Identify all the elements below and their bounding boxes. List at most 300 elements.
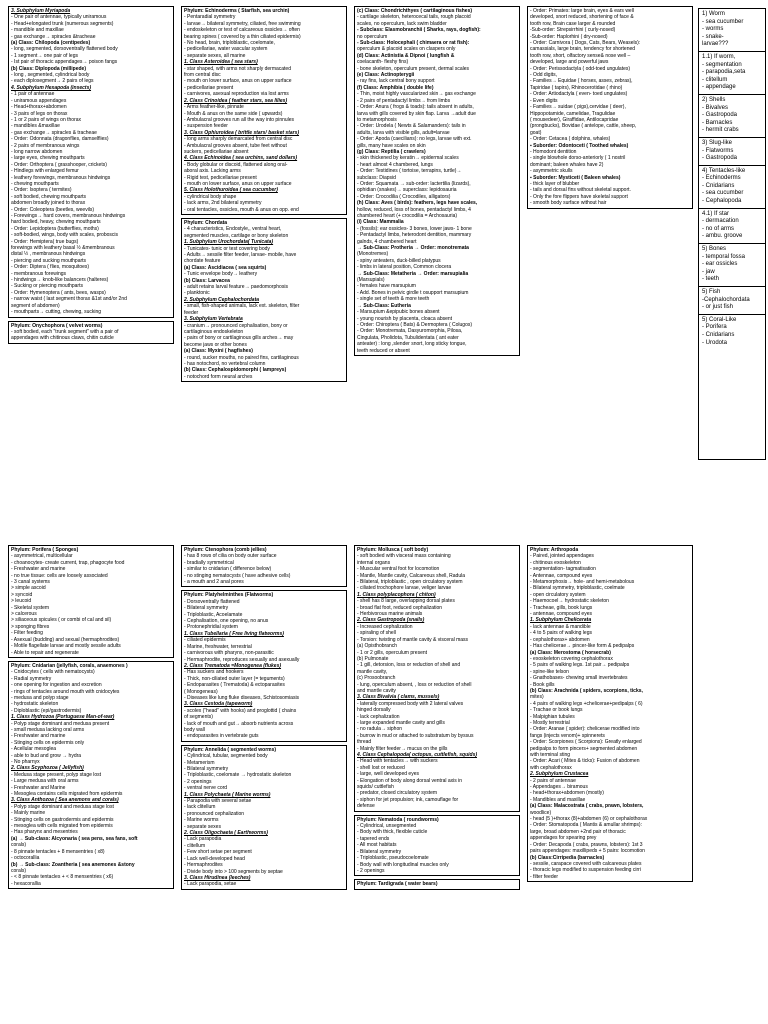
note-line: - Mantle, Mantle cavity, Calcareous shell, Radula	[357, 572, 466, 579]
phylum-title: Phylum: Cnidarian (jellyfish, corals, anaemones )	[11, 662, 128, 669]
note-line: - Filter feeding	[11, 630, 43, 637]
note-line: - Cephalisation, one opening, no anus	[184, 618, 269, 625]
key-group	[699, 209, 765, 244]
note-line: Cingulata, Pholidota, Tubulidentata ( ant eater	[357, 334, 459, 341]
phylum-title: Phylum: Annelida ( segmented worms)	[184, 746, 277, 753]
note-line: - membranous forewings	[11, 270, 67, 277]
note-line: - bone skeleton, operculum present, dermal scales	[357, 65, 470, 72]
note-line: - lack cephalization	[357, 713, 400, 720]
key-line: - Barnacles	[702, 119, 733, 126]
key-line: -Cephalochordata	[702, 296, 750, 303]
note-line: - leathery forewings, membranous hindwings	[11, 174, 111, 181]
note-line: - mouth on lower surface, anus on upper surface	[184, 180, 292, 187]
note-line: - endoparasites in vertebrate guts	[184, 733, 259, 740]
note-line: hard bodied, heavy, chewing mouthparts	[11, 219, 101, 226]
note-line: - Odd digits,	[530, 72, 557, 79]
note-line: (b) Class:Cirripedia (barnacles)	[530, 854, 605, 861]
note-line: - Elongation of body along dorsal ventral axis in	[357, 777, 463, 784]
note-line: - carnivores, asexual reproduction via lost arms	[184, 91, 289, 98]
note-line: - Order: Artiodactyla ( even- toed ungulates)	[530, 91, 628, 98]
note-line: - No head, brain, triploblastic, coelomate,	[184, 40, 275, 47]
note-line: - Diseases like lung fluke diseases, Schistosomiasis	[184, 694, 300, 701]
note-line: 3. Class Anthozoa ( Sea anemons and corals)	[11, 797, 119, 804]
note-line: - Haemocoel→ hydrostatic skeleton	[530, 598, 609, 605]
note-line: ▪ Suborder: Odontoceti ( Toothed whales)	[530, 142, 629, 149]
note-line: - Acellular mesoglea	[11, 746, 57, 753]
note-line: coelacanth- fleshy fins)	[357, 59, 409, 66]
top-column-4	[525, 6, 695, 532]
notes-box	[527, 6, 693, 209]
note-line: - Add. Bones in pelvic girdle t osupport marsupium	[357, 289, 469, 296]
note-line: - open circulatory system	[530, 591, 586, 598]
note-line: - Head+elongated trunk (numerous segments)	[11, 20, 114, 27]
note-line: (b) Class: Larvacea	[184, 277, 230, 284]
note-line: - Has chelicerae→ pincer-like form & pedipalps	[530, 643, 635, 650]
bottom-column-3	[352, 545, 522, 1024]
note-line: - Endoparasites ( Trematoda) & ectoparasites	[184, 682, 285, 689]
note-line: - Only the fore flippers have skeletal support	[530, 193, 628, 200]
note-line: - cephalothorax+ abdomen	[530, 636, 590, 643]
note-line: - choanocytes- create current, trap, phagocyte food	[11, 559, 125, 566]
note-line: - lack arms, 2nd bilateral symmetry	[184, 200, 262, 207]
note-line: - Diploblastic (epi/gastrodermis)	[11, 707, 82, 714]
note-line: defense	[357, 803, 375, 810]
notes-box	[354, 879, 520, 889]
note-line: - burrow in mud or attached to substratum by byssus	[357, 732, 474, 739]
note-line: bearing spines ( covered by a thin ciliated epidermis)	[184, 33, 301, 40]
notes-box	[181, 745, 347, 890]
note-line: body wall	[184, 726, 205, 733]
note-line: appendages for spearing prey	[530, 835, 597, 842]
note-line: become jaws or other bones	[184, 341, 247, 348]
note-line: - Order: Stomatopoda ( Mantis & amullar shrimps):	[530, 822, 642, 829]
note-line: - Lack well-developed head	[184, 855, 245, 862]
key-line: 4) Tentacles-like	[702, 167, 746, 174]
note-line: hinged dorsally	[357, 707, 391, 714]
note-line: - heart almost 4 chambered, lungs	[357, 161, 433, 168]
key-line: - Flatworms	[702, 147, 734, 154]
note-line: - Mainly marine	[11, 810, 46, 817]
note-line: → Sub-Class: Metatheria → Order: marsupialia	[357, 270, 469, 277]
note-line: (Monotremes)	[357, 251, 389, 258]
key-line: 1) Worm	[702, 11, 725, 17]
note-line: - Cnidocytes ( cells with nematocysts)	[11, 669, 95, 676]
note-line: - Has suckers and hookers	[184, 669, 244, 676]
note-line: - laterally compressed body with 2 lateral valves	[357, 700, 464, 707]
notes-box	[527, 545, 693, 882]
notes-box	[354, 6, 520, 356]
note-line: - 2 pairs of membranous wings	[11, 142, 80, 149]
key-group	[699, 315, 765, 349]
note-line: - Ambulacral grooves run all the way into pinnules	[184, 116, 295, 123]
key-group	[699, 52, 765, 95]
note-line: forewings with leathery basal ½ &membranous	[11, 245, 115, 252]
notes-box	[181, 6, 347, 215]
note-line: - rings of tentacles around mouth with cnidocytes	[11, 688, 120, 695]
note-line: - ray fins, lack central bony support	[357, 78, 435, 85]
note-line: - broad flat foot, reduced cephalization	[357, 604, 443, 611]
note-line: woodlice)	[530, 809, 552, 816]
phylum-title: Phylum: Arthropoda	[530, 547, 579, 553]
key-line: - sea cucumber	[702, 190, 744, 197]
note-line: (c) Prosoobranch	[357, 675, 396, 682]
note-line: - Hindlegs with enlarged femur	[11, 168, 79, 175]
note-line: with cephalothorax	[530, 764, 572, 771]
note-line: - pedicellariae, water vascular system	[184, 46, 268, 53]
note-line: - Body globular or discoid, flattened along oral-	[184, 161, 288, 168]
phylum-title: Phylum: Tardigrada ( water bears)	[357, 881, 438, 888]
note-line: 4. Subphylum Hexapoda (insects)	[11, 84, 92, 91]
note-line: - exoskeleton covering cephalothorax	[530, 655, 613, 662]
note-line: - All most habitats	[357, 842, 397, 849]
note-line: - Gnathobases- chewing small invertebrates	[530, 675, 628, 682]
note-line: (b) → Sub-class: Zoantheria ( sea anemones &stony	[11, 861, 135, 868]
note-line: - Bilateral, triploblastic , open circulatory system	[357, 579, 463, 586]
note-line: (b) Pulmonate	[357, 655, 389, 662]
note-line: - ciliated epidermis	[184, 637, 226, 644]
note-line: - mesoglea with cells migrated from epidermis	[11, 823, 113, 830]
note-line: - Triploblastic, Acoelamate	[184, 611, 243, 618]
note-line: - has 8 rows of cilia on body outer surface	[184, 553, 277, 560]
note-line: - One pair of antennae, typically uniramous	[11, 14, 107, 21]
note-line: -Sub-order: Haplorhini ( dry-nosed)	[530, 33, 608, 40]
note-line: 3. Class Hirudinea (leeches)	[184, 874, 251, 881]
note-line: - Body wall with longitudinal muscles only	[357, 861, 449, 868]
note-line: - Thick, non-ciliated outer layer (= teguments)	[184, 675, 285, 682]
note-line: → Sub-Class: Eutheria	[357, 302, 411, 309]
note-line: - Order: Carnivora ( Dogs, Cats, Bears, Weasels):	[530, 40, 641, 47]
note-line: - Torsion: twisting of mantle cavity & visceral mass	[357, 636, 469, 643]
note-line: thread	[357, 739, 372, 746]
key-line: - parapodia,seta	[702, 69, 746, 76]
note-line: (a) → Sub-class: Alcyonaria ( sea pens, sea fans, soft	[11, 835, 138, 842]
note-line: - octocorallia	[11, 855, 40, 862]
note-line: - Order: Diptera ( flies, mosquitoes)	[11, 264, 90, 271]
key-line: 5) Bones	[702, 246, 727, 253]
note-line: - Bilateral symmetry	[184, 605, 229, 612]
bottom-column-1	[6, 545, 176, 1024]
key-line: - ear ossicles	[702, 261, 738, 268]
bottom-column-4	[525, 545, 695, 1024]
note-line: 3. Class Ophiuroidea ( brittle stars/ basket stars)	[184, 129, 300, 136]
note-line: - a mouth and 2 anal pores	[184, 579, 244, 586]
note-line: scales, no operculum, lack swim bladder	[357, 20, 447, 27]
key-line: - ambu. groove	[702, 233, 743, 240]
note-line: mites)	[530, 694, 544, 701]
note-line: - Order: Cetacea ( dolphins, whales)	[530, 136, 611, 143]
note-line: - smooth body surface without hair	[530, 200, 607, 207]
note-line: ▪ Suborder: Mysticeti ( Baleen whales)	[530, 174, 621, 181]
note-line: - Paired, jointed appendages	[530, 553, 594, 560]
note-line: 2. Class Trematoda =Monogenea (flukes)	[184, 662, 282, 669]
note-line: Tapiridae ( tapirs), Rhinocerotidae ( rhino)	[530, 84, 623, 91]
note-line: - 1 pair of antennae	[11, 91, 55, 98]
key-line: 5) Fish	[702, 289, 721, 295]
note-line: - Sub-class: Holocephali ( chimaera or rat fish):	[357, 40, 470, 47]
note-line: - hindwings→ knob-like balancers (halteres)	[11, 277, 109, 284]
notes-box	[8, 321, 174, 344]
note-line: - able to bud and grow → hydra	[11, 752, 82, 759]
note-line: - skin thickened by keratin→ epidermal scales	[357, 155, 459, 162]
note-line: larva with gills covered by skin flap. Larva →adult due	[357, 110, 476, 117]
note-line: Hippopotamide, camelidae, Tragulidae	[530, 110, 616, 117]
key-line: - dermacation	[702, 218, 739, 225]
note-line: - Stinging cells on epidermis only	[11, 739, 85, 746]
key-line: - Echinoderms	[702, 175, 741, 182]
note-line: 1. Class Polychaeta ( Marine worms)	[184, 791, 271, 798]
note-line: - Book gills	[530, 681, 555, 688]
note-line: - 2 openings	[357, 867, 385, 874]
note-line: - Polyp stage dominant and medusa stage lost	[11, 803, 114, 810]
note-line: and mantle cavity	[357, 687, 396, 694]
note-line: - soft bodied, chewing mouthparts	[11, 193, 87, 200]
note-line: - separate sexes	[184, 823, 221, 830]
note-line: internal organs	[357, 559, 391, 566]
note-line: - 1 or 2 pairs of wings on thorax	[11, 116, 82, 123]
key-line: - jaw	[702, 268, 715, 275]
note-line: - Tunic envelope body→ leathery	[184, 271, 258, 278]
note-line: - carnivorous with pharynx, non-parasitic	[184, 650, 274, 657]
note-line: - Order: Odonnata (dragonflies, damselflies)	[11, 136, 109, 143]
note-line: - mandibles &maxillae	[11, 123, 60, 130]
note-line: - Order: Hymenoptera ( ants, bees, wasps)	[11, 289, 106, 296]
note-line: - Order: Primates: large brain, eyes & ears well	[530, 8, 634, 14]
notes-box	[8, 6, 174, 318]
key-line: - temporal fossa	[702, 253, 746, 260]
note-line: anteater) : long ,slender snort, long sticky tongue,	[357, 341, 467, 348]
note-line: of segments)	[184, 714, 213, 721]
key-line: - no of arms	[702, 225, 735, 232]
key-line: - appendage	[702, 84, 736, 91]
note-line: - each diplosegment→ 2 pairs of legs	[11, 78, 94, 85]
note-line: (prongbucks), Bovidae ( antelope, cattle, sheep,	[530, 123, 637, 130]
note-line: - scolex ("head" with hooks) and proglottid ( chains	[184, 707, 297, 714]
note-line: - notochord form neural arches	[184, 373, 253, 380]
phylum-title: Phylum: Porifera ( Sponges)	[11, 547, 79, 553]
note-line: - Mouth & anus on the same side ( upwards)	[184, 110, 283, 117]
note-line: cartilaginous endoskeleton	[184, 328, 244, 335]
note-line: corals)	[11, 842, 27, 849]
note-line: - one opening for ingestion and excretion	[11, 682, 102, 689]
note-line: - large, well developed eyes	[357, 771, 419, 778]
note-line: (a) Class: Merostoma ( horsecrab)	[530, 649, 611, 656]
note-line: - predator, closed circulatory system	[357, 790, 438, 797]
note-line: - small medusa lacking oral arms	[11, 726, 85, 733]
note-line: (h) Class: Aves ( birds): feathers, legs have scales,	[357, 200, 478, 207]
note-line: gills, many have scales on skin	[357, 142, 426, 149]
note-line: - Order: Monotremata, Dasyuromorphia, Pilosa,	[357, 328, 463, 335]
note-line: - Bilateral symmetry	[357, 848, 402, 855]
summary-key-sidebar	[698, 8, 766, 460]
note-line: ( Monogeneas)	[184, 688, 218, 695]
note-line: - Rigid test, pedicellariae present	[184, 174, 257, 181]
note-line: - Marine worms	[184, 817, 219, 824]
note-line: - Metamorphosis→ hole- and hemi-metabolous	[530, 579, 635, 586]
note-line: to metamorphosis	[357, 116, 397, 123]
note-line: - Order: Lepidoptera (butterflies, moths)	[11, 225, 99, 232]
note-line: - Freshwater and marine	[11, 566, 66, 573]
note-line: - Tunicates- tunic or test covering body	[184, 245, 270, 252]
note-line: goat)	[530, 129, 542, 136]
note-line: - Bilateral symmetry	[184, 766, 229, 772]
note-line: - Order: Apoda (caecilians): no legs, larvae with ext.	[357, 136, 472, 143]
note-line: - thoracic legs modified to suspension feeding cirri	[530, 867, 641, 874]
note-line: 4. Class Cephalopoda( octopus, cuttlefish, squids)	[357, 752, 478, 758]
note-line: > simple ascoid	[11, 585, 46, 592]
note-line: (f) Class: Amphibia ( double life)	[357, 84, 434, 91]
note-line: > syncoid	[11, 591, 33, 598]
note-line: 2. Class Gastropoda (snails)	[357, 617, 425, 624]
note-line: - 1 gill, detorsion, loss or reduction of shell and	[357, 662, 461, 669]
note-line: 1. Class Hydrozoa (Portuguese Man-of-war)	[11, 714, 115, 721]
note-line: (Marsupials)	[357, 277, 385, 284]
note-line: - Order: Chiroptera ( Bats) & Dermoptera ( Colugos)	[357, 321, 473, 328]
note-line: - Pentadactyl limbs, heterodont dentition, mammary	[357, 232, 472, 239]
note-line: - No pharnyx	[11, 759, 40, 765]
note-line: operculum & placoid scales on claspers only	[357, 46, 456, 53]
note-line: - chewing mouthparts	[11, 180, 59, 187]
note-line: - medusa and polyp stage	[11, 694, 69, 701]
note-line: - lack of mouth and gut→ absorb nutrients across	[184, 720, 294, 727]
note-line: - Order: Isoptera ( termites)	[11, 187, 72, 194]
note-line: squids/ cuttlefish	[357, 784, 394, 791]
notes-box	[8, 661, 174, 889]
note-line: camassials, large brain, tendency for shortened	[530, 46, 636, 53]
note-line: - chitinous exoskeleton	[530, 559, 581, 566]
note-line: - sessile, carapace covered with calcareous plates	[530, 860, 642, 867]
note-line: - long arms sharply demarcated from central disc	[184, 136, 293, 143]
key-line: - teeth	[702, 276, 720, 283]
key-group	[699, 166, 765, 209]
note-line: - 5 pairs of walking legs. 1st pair→ pedipalps	[530, 662, 630, 669]
note-line: - Freshwater and marine	[11, 733, 66, 740]
note-line: with terminal sting	[530, 752, 571, 758]
note-line: - long narrow abdomen	[11, 148, 63, 155]
note-line: adults, larva with visible gills, adult=larvae	[357, 129, 450, 136]
note-line: > calcerous	[11, 611, 37, 618]
note-line: - mandible and maxillae	[11, 27, 64, 34]
note-line: → Sub-Class: Protheria → Order: monotremata	[357, 245, 469, 252]
note-line: - Mandibles and maxillae	[530, 796, 586, 803]
note-line: - Medusa stage present, polyp stage lost	[11, 771, 102, 778]
note-line: - 1 segment→ one pair of legs	[11, 52, 78, 59]
note-line: developed, large and powerful jaws	[530, 59, 609, 66]
key-line: - snake-	[702, 33, 724, 40]
note-line: - 2 pairs of antennae	[530, 777, 576, 784]
note-line: - spiny anteaters, duck-billed platypus	[357, 257, 441, 264]
note-line: - gas exchange→ spiracles & tracheae	[11, 129, 97, 136]
note-line: - large eyes, chewing mouthparts	[11, 155, 85, 162]
note-line: (a) Class: Malacostrata ( crabs, prawn, lobsters,	[530, 803, 644, 810]
key-group	[699, 95, 765, 138]
note-line: - oral tentacles, ossicles, mouth & anus on opp. end	[184, 206, 299, 213]
bottom-notes-sheet	[6, 545, 696, 1024]
key-line: 4.1) If star	[702, 210, 730, 217]
note-line: - soft-bodied, wings, body with scales, proboscis	[11, 232, 118, 239]
note-line: - long, segmented, dorsoventrally flattened body	[11, 46, 118, 53]
note-line: - Hermaphrodite, reproduces sexually and asexually	[184, 656, 300, 663]
note-line: - Adults→ sessile filter feeder, larvae- mobile, have	[184, 252, 297, 259]
note-line: - females have marsupium	[357, 283, 416, 290]
note-line: suckers, pedicellariae absent	[184, 148, 249, 155]
note-line: - Families→ suidae ( pigs),cervidae ( deer),	[530, 104, 626, 111]
note-line: ( mousedeer), Giraffidae, Antilocapridae	[530, 116, 619, 123]
key-line: 1.1) If worm,	[702, 53, 736, 60]
note-line: - Metamerism	[184, 759, 215, 766]
note-line: (i) Class: Mammalia	[357, 219, 404, 226]
top-column-3	[352, 6, 522, 532]
note-line: tooth row, Brain case larger & rounded	[530, 20, 616, 27]
note-line: - Order: Orthoptera ( grasshooper, crickets)	[11, 161, 107, 168]
note-line: - gas exchange→ spiracles &tracheae	[11, 33, 96, 40]
note-line: - Able to repair and regenerate	[11, 649, 79, 656]
note-line: pairs appendages: maxillipeds + 5 pairs: locomotion	[530, 848, 645, 855]
note-line: - 3 pairs of legs on thorax	[11, 110, 68, 117]
note-line: mantle cavity,	[357, 668, 388, 675]
notes-box	[354, 815, 520, 877]
top-column-1	[6, 6, 176, 532]
note-line: - Increased cephalization	[357, 623, 413, 630]
note-line: - 4 characteristics, Endostyle,, ventral heart,	[184, 226, 282, 233]
note-line: - Muscular ventral foot for locomotion	[357, 566, 440, 573]
note-line: large, broad abdomen +2nd pair of thoracic	[530, 828, 626, 835]
note-line: 4. Class Echinoidea ( sea urchins, sand dollars)	[184, 155, 298, 162]
note-line: - narrow waist ( last segment thorax &1st and/or 2nd	[11, 296, 127, 303]
note-line: segment of abdomen)	[11, 302, 60, 309]
key-line: 2) Shells	[702, 96, 726, 103]
note-line: - 3 canal systems	[11, 579, 50, 586]
note-line: dominant; baleen whales have 2)	[530, 161, 604, 168]
note-line: - Has pharynx and mesentries	[11, 829, 78, 836]
note-line: - Ambulacral grooves absent, tube feet without	[184, 142, 287, 149]
key-line: - or just fish	[702, 304, 734, 311]
note-line: - segmentation- tagmatisation	[530, 566, 596, 573]
note-line: 1. Subphylum Chelicerata	[530, 617, 592, 624]
note-line: 3. Subphylum Vertebrata	[184, 316, 243, 323]
note-line: - mouthparts→ cutting, chewing, sucking	[11, 309, 102, 316]
note-line: chambered heart (+ crocodilia = Archosauria)	[357, 213, 458, 219]
note-line: - 4 pairs of walking legs +chelicerae+pedipalps ( 6)	[530, 700, 643, 707]
key-line: - Gastropoda	[702, 155, 738, 162]
note-line: - no radula→ siphon	[357, 726, 403, 733]
note-line: 1. Class Tubellaria ( Free living flatworms)	[184, 630, 284, 637]
note-line: - mouth on lower surface, anus on upper surface	[184, 78, 292, 85]
top-notes-sheet	[6, 6, 696, 532]
note-line: - soft bodied with visceral mass containing	[357, 553, 451, 560]
note-line: - Freshwater and Marine	[11, 784, 66, 791]
note-line: 2. Class Crinoidea ( feather stars, sea lilies)	[184, 97, 288, 104]
phylum-title: Phylum: Echinoderms ( Starfish, sea urchin)	[184, 8, 290, 14]
note-line: - pairs of bony or cartilaginous gills arches→ may	[184, 335, 294, 342]
note-line: -Sub-order: Strepsirrhini ( curly-nosed)	[530, 27, 616, 34]
note-line: - Head with tentacles→ with suckers	[357, 758, 438, 765]
key-line: - Cephalopoda	[702, 198, 742, 205]
note-line: - shell lost or reduced	[357, 764, 405, 771]
note-line: 3. Class Cestoda (tapeworm)	[184, 701, 253, 708]
note-line: - Marine, freshwater, terrestrial	[184, 643, 252, 650]
note-line: - 2 pairs of pentadactyl limbs→ from limbs	[357, 97, 451, 104]
note-line: - Few short setae per segment	[184, 849, 252, 856]
note-line: - Divide body into > 100 segments by septae	[184, 868, 283, 875]
note-line: teeth reduced or absent	[357, 347, 410, 354]
note-line: - 8 pinnate tentacles + 8 mensentries ( x8)	[11, 848, 105, 855]
note-line: - Skeletal system	[11, 604, 50, 611]
note-line: - pronounced cephalization	[184, 810, 245, 817]
note-line: - Body with thick, flexible cuticle	[357, 829, 428, 836]
note-line: - Families→ Equidae ( horses, asses, zebras),	[530, 78, 633, 85]
key-line: - Porifera	[702, 324, 727, 331]
note-line: > leucoid	[11, 598, 32, 605]
